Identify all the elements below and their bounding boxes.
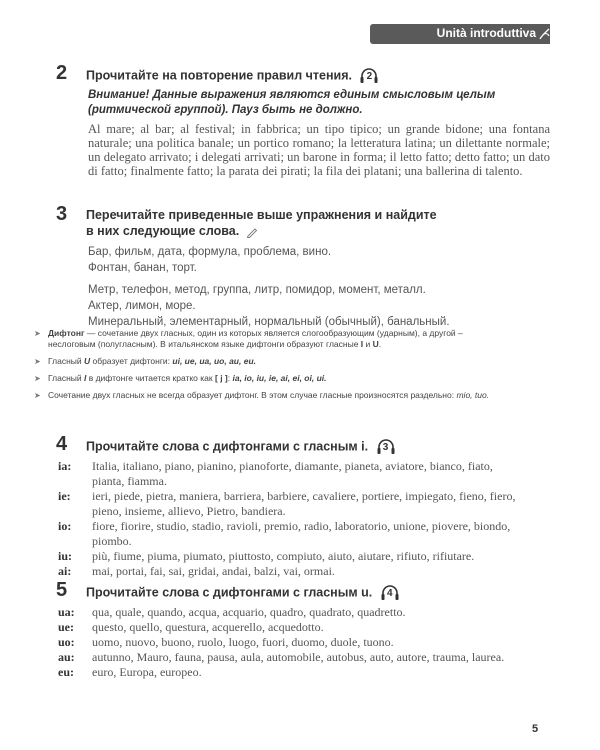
diphthong-label: ia:	[58, 459, 72, 473]
diphthong-label: ua:	[58, 605, 75, 619]
grammar-tips	[34, 328, 500, 407]
diphthong-words: qua, quale, quando, acqua, acquario, quadro, quadrato, quadretto.	[92, 605, 406, 619]
exercise-note: Внимание! Данные выражения являются единым смысловым целым (ритмической группой). Пауз быть не должно.	[88, 89, 496, 116]
arrow-icon: ➤	[34, 357, 41, 366]
audio-track-number: 2	[366, 71, 373, 82]
diphthong-words: fiore, fiorire, studio, stadio, ravioli, premio, radio, laboratorio, unione, piovere, biondo, piombo.	[92, 519, 511, 548]
diphthong-row	[58, 564, 528, 579]
tip-i	[34, 373, 500, 384]
audio-track-number: 3	[382, 442, 389, 453]
diphthong-label: au:	[58, 650, 75, 664]
diphthong-words: autunno, Mauro, fauna, pausa, aula, automobile, autobus, auto, autore, trauma, laurea.	[92, 650, 505, 664]
arrow-icon: ➤	[34, 374, 41, 383]
word-line: Актер, лимон, море.	[88, 300, 196, 312]
diphthong-words: uomo, nuovo, buono, ruolo, luogo, fuori, duomo, duole, tuono.	[92, 635, 394, 649]
diphthong-row	[58, 459, 528, 489]
exercise-title	[86, 583, 400, 603]
leaf-icon	[538, 27, 550, 41]
tip-text: образует дифтонги:	[90, 356, 173, 366]
tip-text: Гласный	[48, 373, 84, 383]
arrow-icon: ➤	[34, 391, 41, 400]
tip-text: в дифтонге читается кратко как	[86, 373, 215, 383]
exercise-title-text: Прочитайте слова с дифтонгами с гласным u.	[86, 585, 373, 600]
audio-track-number: 4	[386, 588, 393, 599]
tip-hiatus	[34, 390, 500, 401]
tip-term: Дифтонг	[48, 328, 85, 338]
tip-letter: I	[360, 339, 364, 349]
word-line: Фонтан, банан, торт.	[88, 262, 197, 274]
exercise-number: 3	[56, 203, 68, 225]
diphthong-label: ie:	[58, 489, 71, 503]
diphthong-words: euro, Europa, europeo.	[92, 665, 202, 679]
exercise-2	[58, 62, 558, 192]
tip-diphthong	[34, 328, 500, 350]
exercise-number: 5	[56, 579, 68, 601]
chapter-title: Unità introduttiva	[436, 26, 536, 40]
diphthong-label: uo:	[58, 635, 75, 649]
headphones-icon[interactable]	[359, 66, 379, 86]
word-line: Метр, телефон, метод, группа, литр, помидор, момент, металл.	[88, 284, 426, 296]
headphones-icon[interactable]	[376, 437, 396, 457]
tip-letter: U	[83, 356, 91, 366]
exercise-text: Al mare; al bar; al festival; in fabbrica; un tipo tipico; un grande bidone; una fontana naturale; una politica banale; un portico romano; la letteratura latina; un dilettante normale; un delegato arrivato; i delegati arrivati; un barone in forma; il letto fatto; detto fatto; un dato di fatto; finalmente fatto; la parata dei pirati; la fila dei platani; una ballerina di talento.	[88, 122, 550, 178]
tip-text: Сочетание двух гласных не всегда образует дифтонг. В этом случае гласные произносятся раздельно:	[48, 390, 457, 400]
diphthong-label: eu:	[58, 665, 74, 679]
word-line: Бар, фильм, дата, формула, проблема, вино.	[88, 246, 332, 258]
exercise-number: 2	[56, 62, 68, 84]
exercise-title-text: Прочитайте на повторение правил чтения.	[86, 68, 352, 83]
diphthong-row	[58, 620, 528, 635]
tip-phonetic: [ j ]	[215, 373, 228, 383]
tip-text: — сочетание двух гласных, один из которых является слогообразующим (ударным), а другой – неслоговым (полугласным). В итальянском языке дифтонги образуют гласные	[48, 328, 463, 349]
exercise-5	[58, 579, 558, 689]
exercise-number: 4	[56, 433, 68, 455]
exercise-title	[86, 437, 396, 457]
tip-examples: mio, tuo.	[456, 390, 490, 400]
page-number: 5	[532, 723, 539, 735]
tip-u	[34, 356, 500, 367]
diphthong-row	[58, 650, 528, 665]
diphthong-row	[58, 489, 528, 519]
diphthong-row	[58, 519, 528, 549]
diphthong-words: questo, quello, questura, acquerello, acquedotto.	[92, 620, 324, 634]
exercise-title-line-1: Перечитайте приведенные выше упражнения и найдите	[86, 208, 437, 222]
diphthong-words: Italia, italiano, piano, pianino, pianoforte, diamante, pianeta, aviatore, bianco, fiato, pianta, fiamma.	[92, 459, 493, 488]
exercise-title	[86, 66, 379, 86]
diphthong-row	[58, 635, 528, 650]
headphones-icon[interactable]	[380, 583, 400, 603]
diphthong-list	[58, 605, 528, 680]
diphthong-words: mai, portai, fai, sai, gridai, andai, balzi, vai, ormai.	[92, 564, 335, 578]
word-line: Минеральный, элементарный, нормальный (обычный), банальный.	[88, 316, 450, 328]
diphthong-row	[58, 549, 528, 564]
chapter-header	[370, 24, 550, 44]
pencil-icon	[246, 226, 258, 238]
diphthong-words: più, fiume, piuma, piumato, piuttosto, compiuto, aiuto, aiutare, rifiuto, rifiutare.	[92, 549, 475, 563]
exercise-title-line-2: в них следующие слова.	[86, 224, 240, 238]
exercise-title-text: Прочитайте слова с дифтонгами с гласным i.	[86, 439, 369, 454]
diphthong-row	[58, 605, 528, 620]
tip-letter: U	[372, 339, 379, 349]
diphthong-label: iu:	[58, 549, 73, 563]
tip-text: .	[378, 339, 382, 349]
tip-text: Гласный	[48, 356, 84, 366]
diphthong-label: ai:	[58, 564, 72, 578]
diphthong-words: ieri, piede, pietra, maniera, barriera, barbiere, cavaliere, portiere, impiegato, fieno, fiero, pieno, insieme, allievo, Pietro, bandiera.	[92, 489, 516, 518]
tip-text: :	[227, 373, 233, 383]
exercise-4	[56, 433, 558, 578]
diphthong-list	[58, 459, 528, 579]
diphthong-row	[58, 665, 528, 680]
tip-letter: I	[83, 373, 87, 383]
arrow-icon: ➤	[34, 329, 41, 338]
tip-examples: ia, io, iu, ie, ai, ei, oi, ui.	[232, 373, 327, 383]
exercise-title	[86, 207, 437, 239]
diphthong-label: io:	[58, 519, 72, 533]
diphthong-label: ue:	[58, 620, 74, 634]
tip-examples: ui, ue, ua, uo, au, eu.	[172, 356, 256, 366]
tip-text: и	[363, 339, 373, 349]
exercise-3	[56, 203, 558, 328]
